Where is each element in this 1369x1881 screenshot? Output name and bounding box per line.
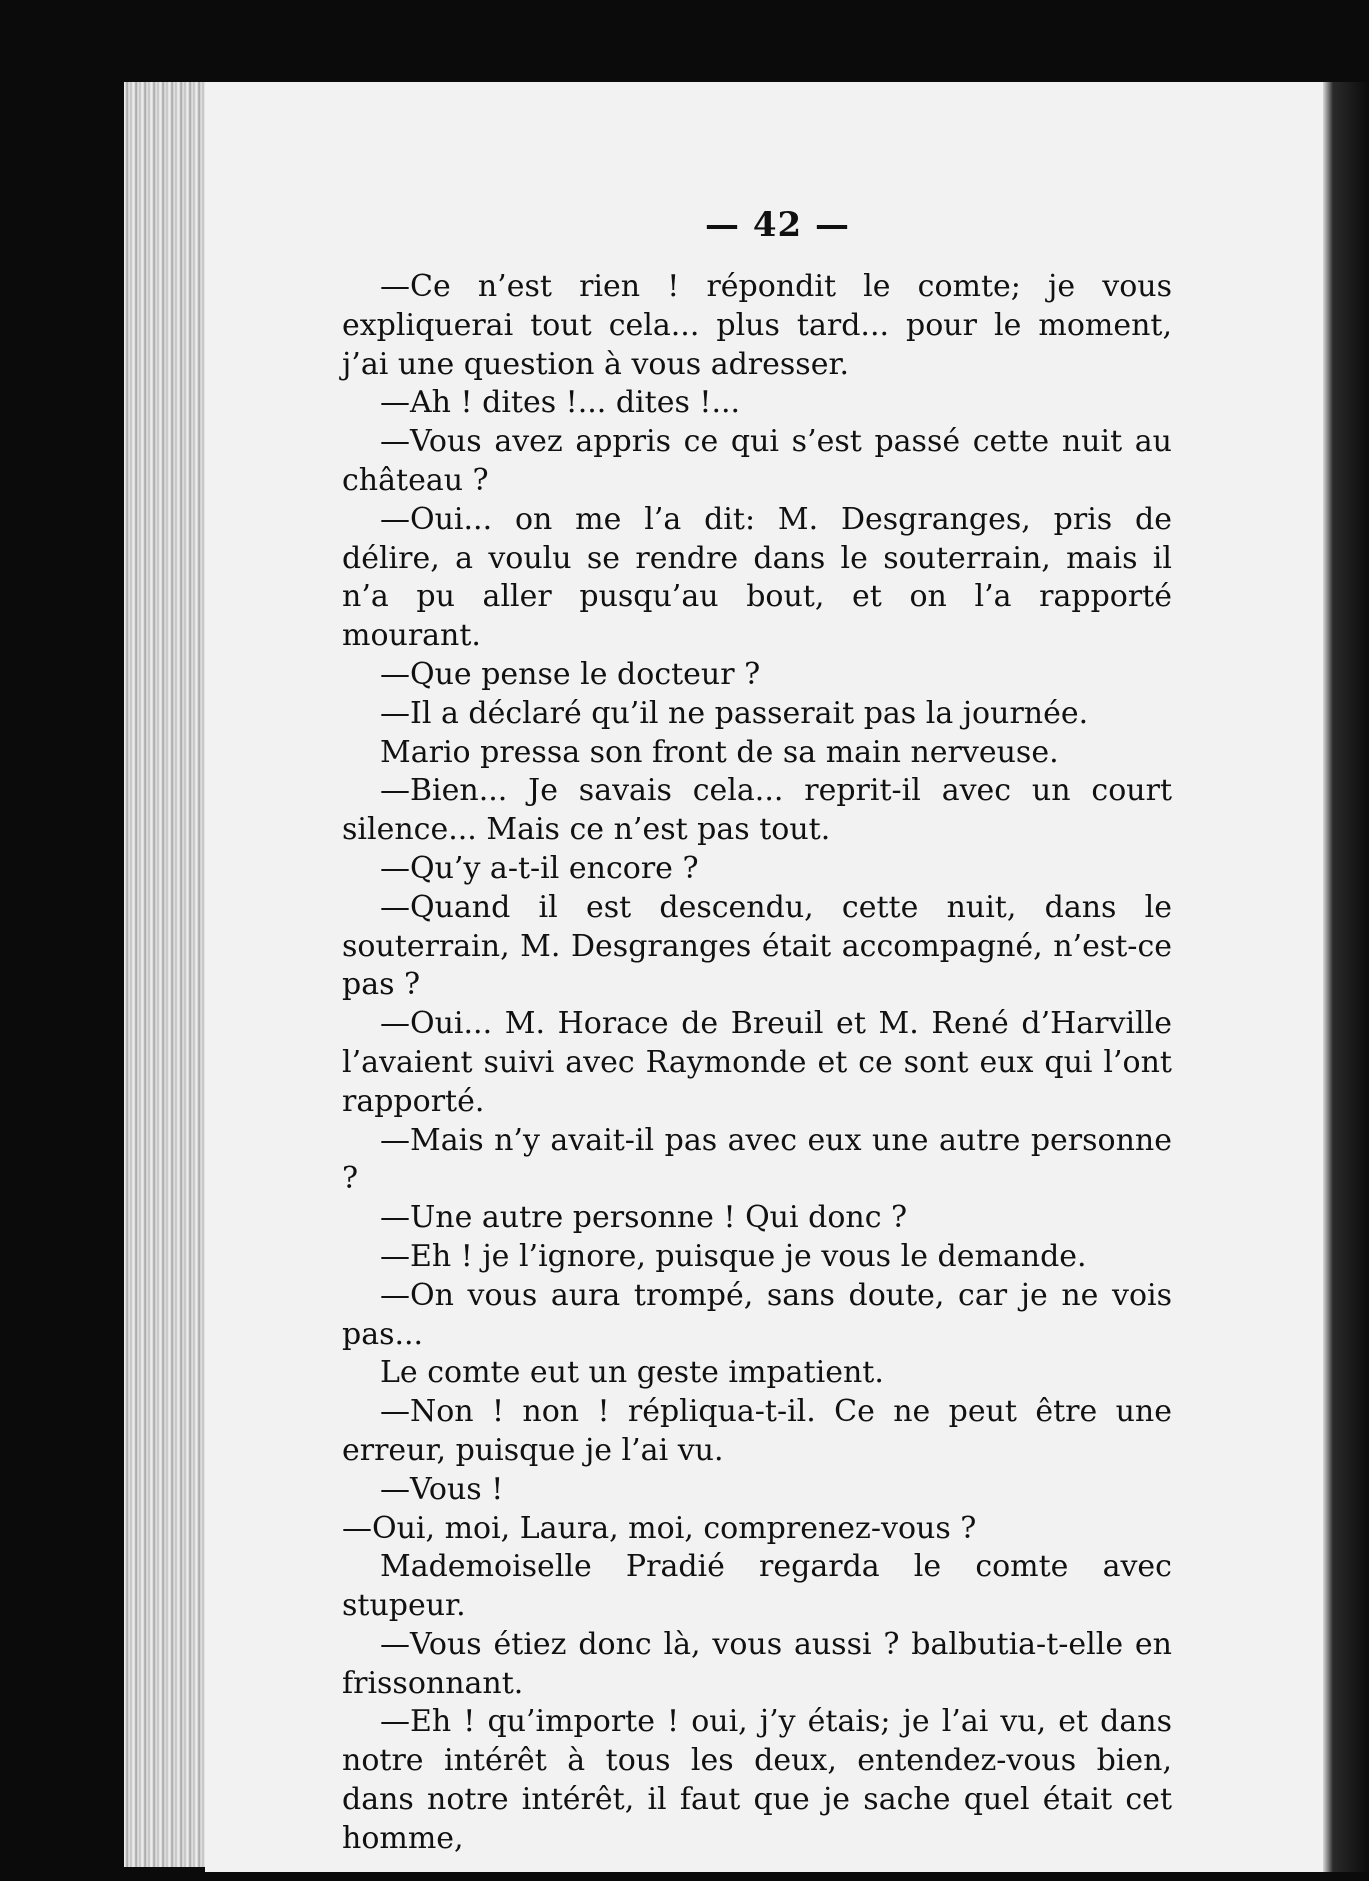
paragraph: Le comte eut un geste impatient.: [380, 1355, 884, 1391]
paragraph: —Vous étiez donc là, vous aussi ? balbutia-t-elle en frissonnant.: [342, 1626, 1172, 1701]
paragraph: —Mais n’y avait-il pas avec eux une autre personne ?: [342, 1122, 1172, 1197]
paragraph: —Une autre personne ! Qui donc ?: [380, 1200, 908, 1236]
paragraph: —Ce n’est rien ! répondit le comte; je vous expliquerai tout cela... plus tard... pour le moment, j’ai une question à vous adresser.: [342, 269, 1172, 382]
paragraph: —Eh ! je l’ignore, puisque je vous le demande.: [380, 1238, 1087, 1274]
paragraph: —Oui, moi, Laura, moi, comprenez-vous ?: [342, 1510, 977, 1546]
binding-shadow: [1323, 82, 1369, 1872]
paragraph: —Oui... M. Horace de Breuil et M. René d’Harville l’avaient suivi avec Raymonde et ce sont eux qui l’ont rapporté.: [342, 1006, 1172, 1119]
paragraph: Mademoiselle Pradié regarda le comte avec stupeur.: [342, 1549, 1172, 1624]
paragraph: —Que pense le docteur ?: [380, 656, 761, 692]
paragraph: —Bien... Je savais cela... reprit-il avec un court silence... Mais ce n’est pas tout.: [342, 773, 1172, 848]
paragraph: —Non ! non ! répliqua-t-il. Ce ne peut être une erreur, puisque je l’ai vu.: [342, 1394, 1172, 1468]
body-text: [342, 268, 1172, 1859]
paragraph: —Qu’y a-t-il encore ?: [380, 850, 699, 886]
paragraph: —Quand il est descendu, cette nuit, dans le souterrain, M. Desgranges était accompagné, n’est-ce pas ?: [342, 889, 1172, 1003]
paragraph: —Oui... on me l’a dit: M. Desgranges, pris de délire, a voulu se rendre dans le souterrain, mais il n’a pu aller pusqu’au bout, et on l’a rapporté mourant.: [342, 501, 1172, 654]
page-edge-stack: [124, 82, 214, 1867]
paragraph: Mario pressa son front de sa main nerveuse.: [380, 734, 1059, 770]
paragraph: —Vous !: [380, 1471, 504, 1507]
paragraph: —Il a déclaré qu’il ne passerait pas la journée.: [380, 695, 1089, 731]
page-number: — 42 —: [705, 205, 850, 245]
paragraph: —Eh ! qu’importe ! oui, j’y étais; je l’ai vu, et dans notre intérêt à tous les deux, entendez-vous bien, dans notre intérêt, il faut que je sache quel était cet homme,: [342, 1704, 1172, 1856]
paragraph: —Ah ! dites !... dites !...: [380, 385, 741, 421]
paragraph: —Vous avez appris ce qui s’est passé cette nuit au château ?: [342, 424, 1172, 498]
paragraph: —On vous aura trompé, sans doute, car je ne vois pas...: [342, 1277, 1172, 1352]
